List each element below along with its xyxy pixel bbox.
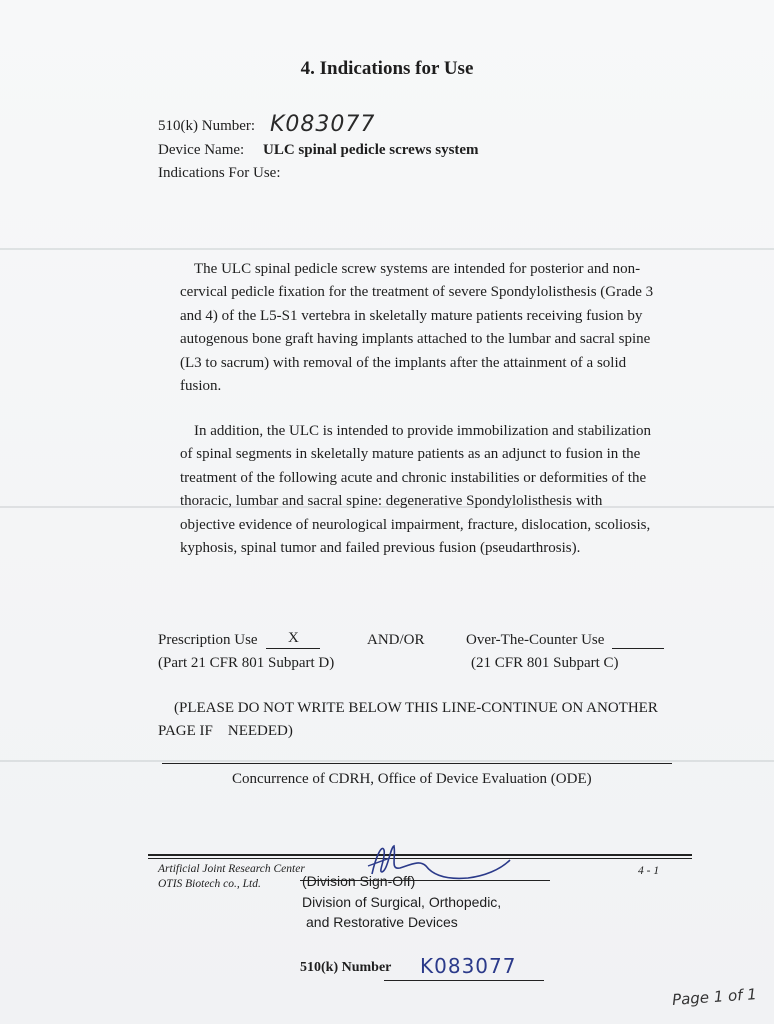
indications-label: Indications For Use: bbox=[158, 165, 281, 181]
notice-line-2: PAGE IF NEEDED) bbox=[158, 723, 293, 739]
paragraph-line: kyphosis, spinal tumor and failed previous fusion (pseudarthrosis). bbox=[180, 540, 581, 557]
indications-paragraph-2 bbox=[180, 420, 651, 560]
division-signoff: (Division Sign-Off) bbox=[302, 873, 416, 889]
notice-line-1: (PLEASE DO NOT WRITE BELOW THIS LINE-CONTINUE ON ANOTHER bbox=[174, 700, 658, 716]
stamp-k-number-label: 510(k) Number bbox=[300, 960, 392, 975]
footer-org-line-1: Artificial Joint Research Center bbox=[158, 863, 305, 875]
division-line-1: Division of Surgical, Orthopedic, bbox=[302, 894, 502, 910]
paragraph-line: and 4) of the L5-S1 vertebra in skeletally mature patients receiving fusion by bbox=[180, 307, 643, 324]
prescription-use-label: Prescription Use bbox=[158, 632, 258, 648]
page-note: Page 1 of 1 bbox=[671, 985, 758, 1009]
prescription-underline bbox=[266, 648, 320, 649]
otc-underline bbox=[612, 648, 664, 649]
paragraph-line: cervical pedicle fixation for the treatment of severe Spondylolisthesis (Grade 3 bbox=[180, 284, 654, 301]
paper-fold bbox=[0, 248, 774, 250]
paragraph-line: objective evidence of neurological impairment, fracture, dislocation, scoliosis, bbox=[180, 516, 651, 533]
footer-page-number: 4 - 1 bbox=[638, 865, 660, 877]
indications-paragraph-1 bbox=[180, 258, 653, 398]
footer-org-line-2: OTIS Biotech co., Ltd. bbox=[158, 878, 261, 890]
page-title: 4. Indications for Use bbox=[300, 58, 474, 79]
k-number-handwritten: K083077 bbox=[270, 112, 376, 137]
paragraph-line: fusion. bbox=[180, 378, 222, 395]
paper-fold bbox=[0, 760, 774, 762]
paragraph-line: In addition, the ULC is intended to provide immobilization and stabilization bbox=[194, 423, 652, 439]
and-or-label: AND/OR bbox=[367, 632, 425, 648]
otc-use-label: Over-The-Counter Use bbox=[466, 632, 605, 648]
paragraph-line: (L3 to sacrum) with removal of the implants after the attainment of a solid bbox=[180, 354, 627, 371]
paragraph-line: autogenous bone graft having implants attached to the lumbar and sacral spine bbox=[180, 331, 651, 348]
paragraph-line: thoracic, lumbar and sacral spine: degenerative Spondylolisthesis with bbox=[180, 493, 603, 510]
paragraph-line: treatment of the following acute and chronic instabilities or deformities of the bbox=[180, 469, 647, 486]
divider-line bbox=[162, 763, 672, 764]
prescription-mark: X bbox=[288, 630, 299, 646]
division-line-2: and Restorative Devices bbox=[306, 914, 458, 930]
device-name-value: ULC spinal pedicle screws system bbox=[263, 142, 479, 158]
paragraph-line: of spinal segments in skeletally mature patients as an adjunct to fusion in the bbox=[180, 446, 641, 463]
device-name-label: Device Name: bbox=[158, 142, 245, 158]
k-number-label: 510(k) Number: bbox=[158, 118, 256, 134]
stamp-k-number-value: K083077 bbox=[420, 954, 517, 978]
stamp-k-underline bbox=[384, 980, 544, 981]
concurrence-text: Concurrence of CDRH, Office of Device Evaluation (ODE) bbox=[232, 771, 592, 787]
otc-cfr: (21 CFR 801 Subpart C) bbox=[471, 655, 619, 671]
prescription-cfr: (Part 21 CFR 801 Subpart D) bbox=[158, 655, 335, 671]
paragraph-line: The ULC spinal pedicle screw systems are intended for posterior and non- bbox=[194, 261, 641, 277]
